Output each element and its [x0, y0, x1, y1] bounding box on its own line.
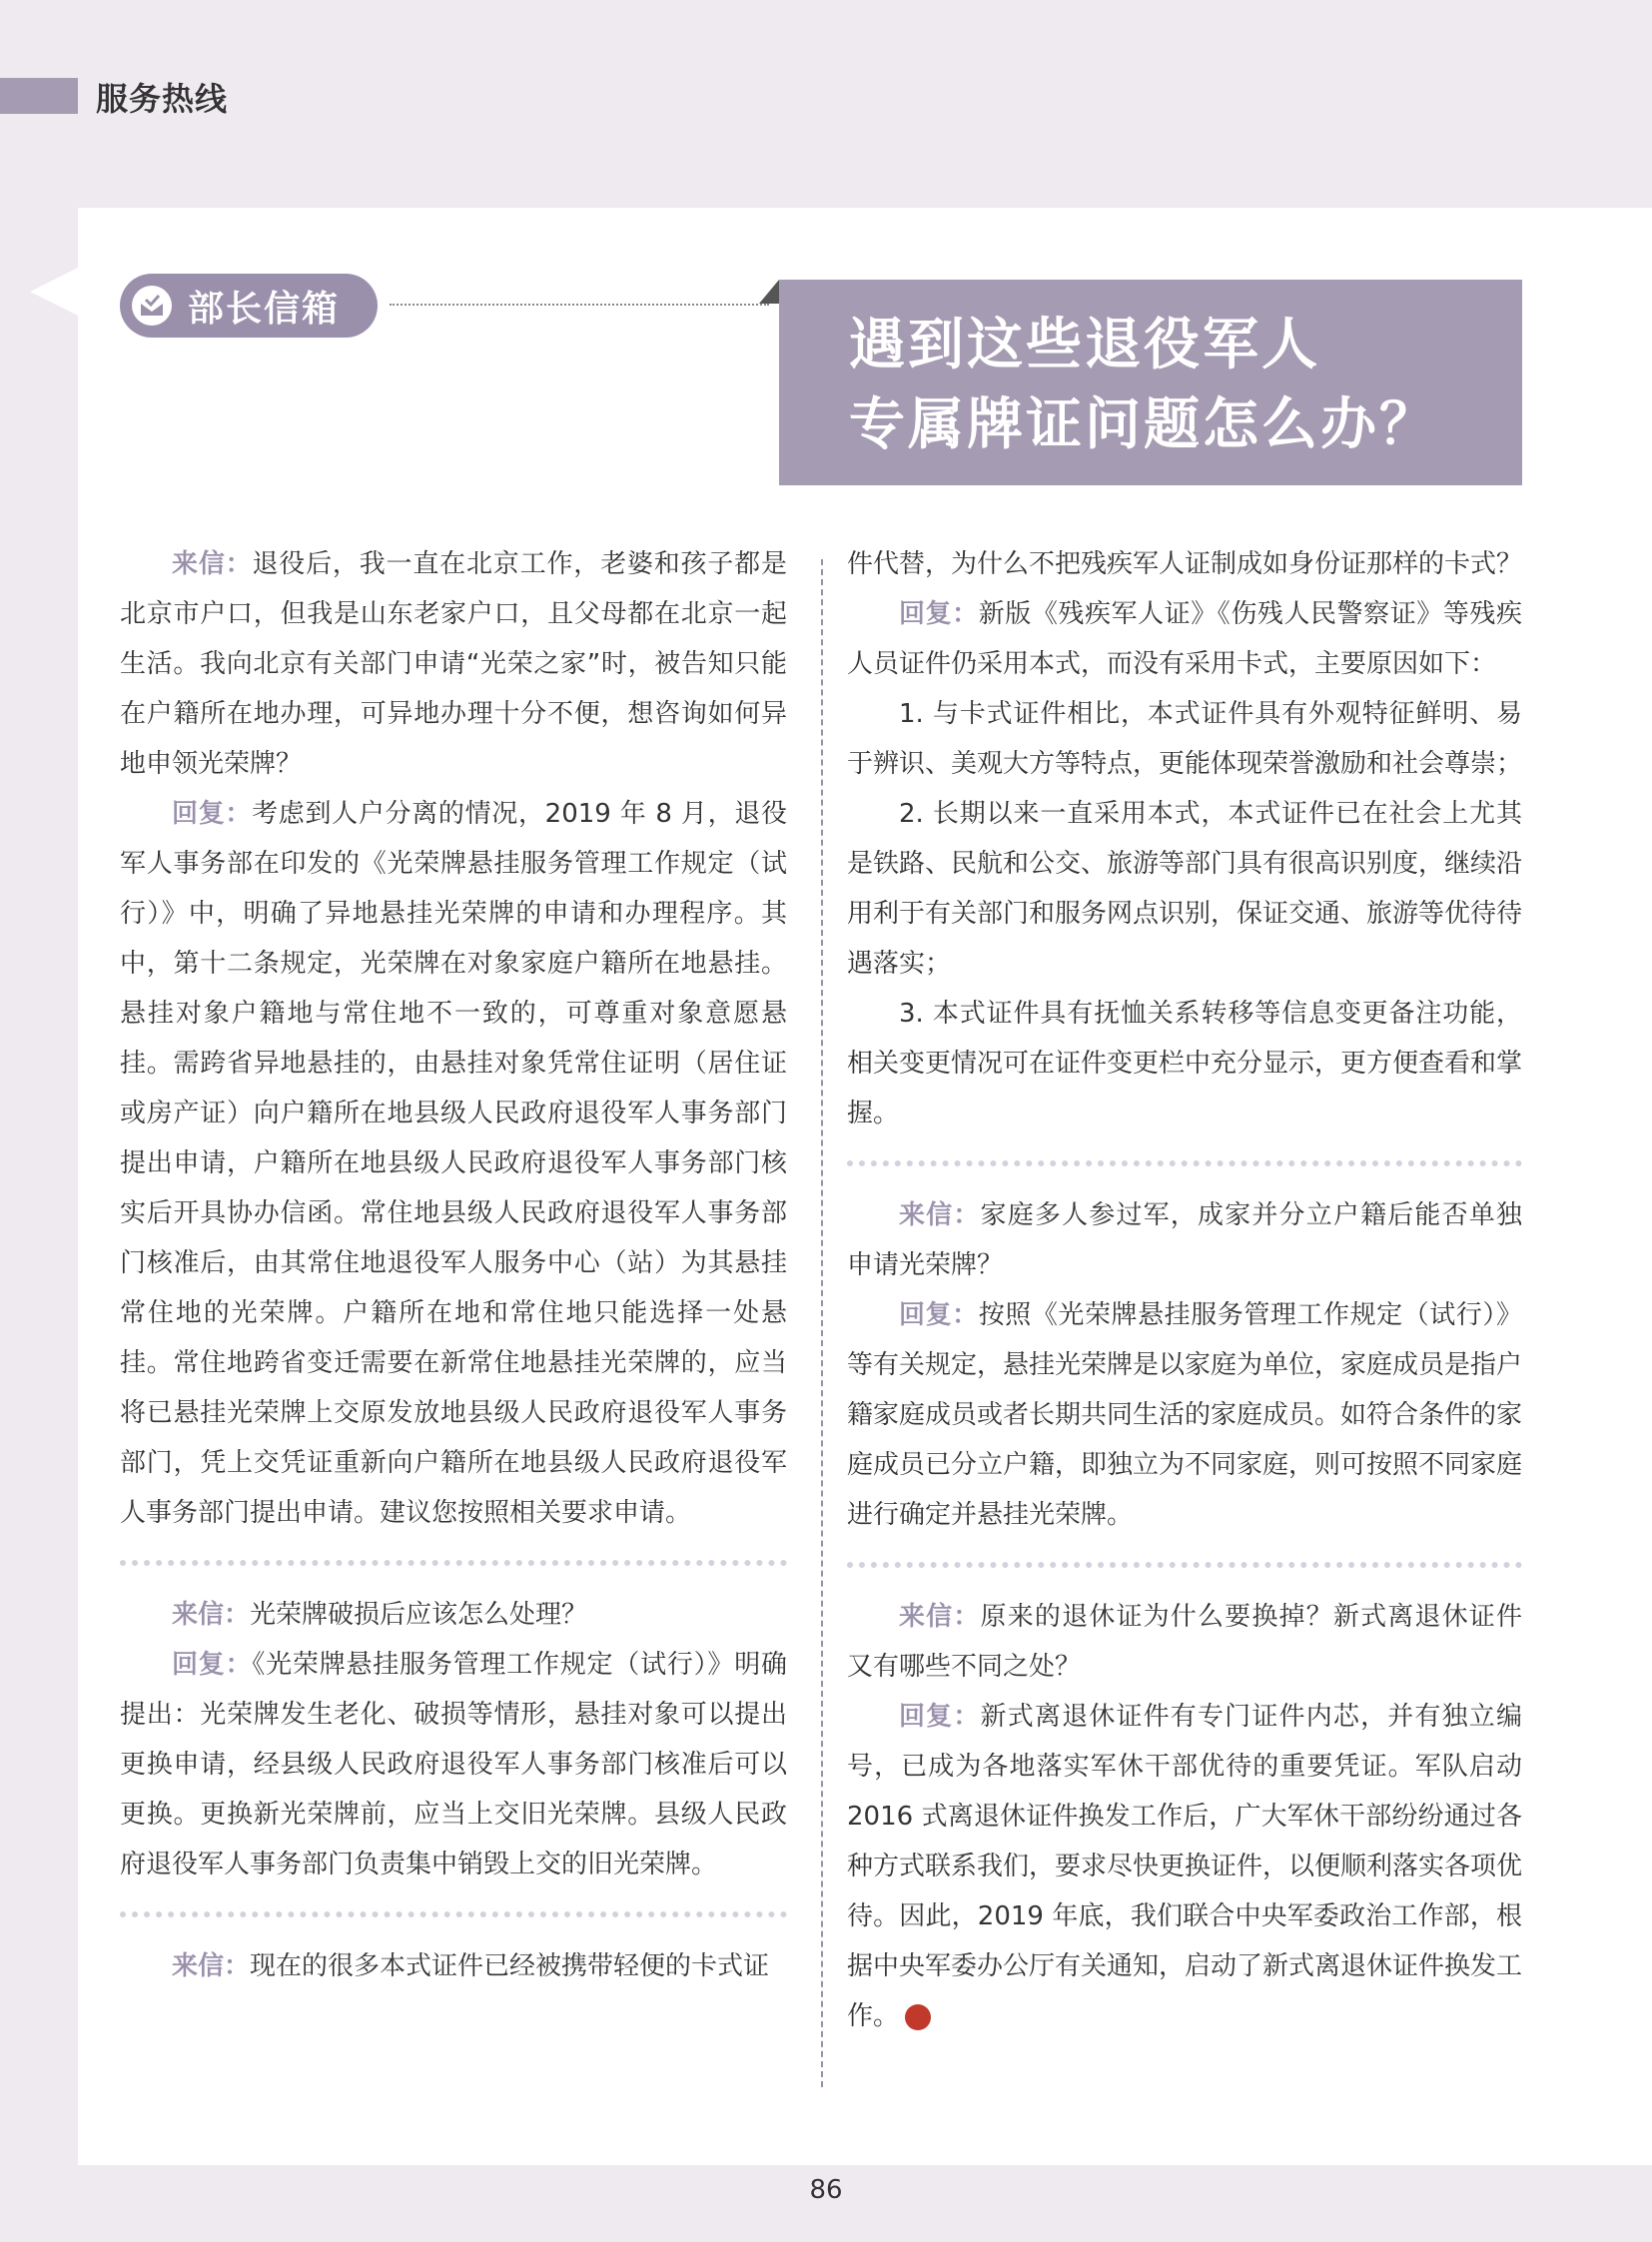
dotted-separator — [120, 1560, 787, 1566]
letter-text: 退役后，我一直在北京工作，老婆和孩子都是北京市户口，但我是山东老家户口，且父母都在北京一起生活。我向北京有关部门申请“光荣之家”时，被告知只能在户籍所在地办理，可异地办理十分不便，想咨询如何异地申领光荣牌？ — [120, 549, 787, 779]
reply-label: 回复： — [899, 1702, 981, 1732]
reply-label: 回复： — [899, 599, 979, 629]
reply-text: 新版《残疾军人证》《伤残人民警察证》等残疾人员证件仍采用本式，而没有采用卡式，主要原因如下： — [847, 599, 1522, 679]
letter-label: 来信： — [172, 549, 253, 579]
qa5-letter — [847, 1592, 1522, 1692]
qa3-point-3: 3. 本式证件具有抚恤关系转移等信息变更备注功能，相关变更情况可在证件变更栏中充分显示，更方便查看和掌握。 — [847, 999, 1523, 1128]
reply-label: 回复： — [172, 799, 253, 829]
qa2-letter — [120, 1590, 787, 1640]
column-tag — [120, 274, 378, 338]
letter-text: 现在的很多本式证件已经被携带轻便的卡式证 — [250, 1951, 770, 1981]
reply-text: 按照《光荣牌悬挂服务管理工作规定（试行）》等有关规定，悬挂光荣牌是以家庭为单位，家庭成员是指户籍家庭成员或者长期共同生活的家庭成员。如符合条件的家庭成员已分立户籍，即独立为不同家庭，则可按照不同家庭进行确定并悬挂光荣牌。 — [847, 1300, 1523, 1530]
envelope-check-icon — [132, 286, 172, 326]
card-notch — [30, 268, 78, 316]
article-title-line-2: 专属牌证问题怎么办？ — [849, 392, 1438, 457]
reply-text: 新式离退休证件有专门证件内芯，并有独立编号，已成为各地落实军休干部优待的重要凭证。军队启动 2016 式离退休证件换发工作后，广大军休干部纷纷通过各种方式联系我们，要求尽快更换证件，以便顺利落实各项优待。因此，2019 年底，我们联合中央军委政治工作部，根据中央军委办公厅有关通知，启动了新式离退休证件换发工作。 — [847, 1702, 1523, 2031]
reply-text: 《光荣牌悬挂服务管理工作规定（试行）》明确提出：光荣牌发生老化、破损等情形，悬挂对象可以提出更换申请，经县级人民政府退役军人事务部门核准后可以更换。更换新光荣牌前，应当上交旧光荣牌。县级人民政府退役军人事务部门负责集中销毁上交的旧光荣牌。 — [120, 1650, 787, 1879]
qa4-letter — [847, 1190, 1522, 1290]
letter-text: 原来的退休证为什么要换掉？新式离退休证件又有哪些不同之处？ — [847, 1602, 1522, 1682]
qa3-letter-continued: 件代替，为什么不把残疾军人证制成如身份证那样的卡式？ — [847, 549, 1523, 579]
qa3-reply — [847, 589, 1522, 689]
section-header: 服务热线 — [96, 80, 229, 118]
qa3-point-1: 1. 与卡式证件相比，本式证件具有外观特征鲜明、易于辨识、美观大方等特点，更能体现荣誉激励和社会尊崇； — [847, 699, 1523, 779]
qa3-letter-start — [120, 1941, 787, 1991]
dotted-separator — [847, 1562, 1522, 1568]
qa3-point-2: 2. 长期以来一直采用本式，本式证件已在社会上尤其是铁路、民航和公交、旅游等部门具有很高识别度，继续沿用利于有关部门和服务网点识别，保证交通、旅游等优待待遇落实； — [847, 799, 1523, 979]
dotted-separator — [120, 1911, 787, 1917]
qa4-reply — [847, 1290, 1522, 1540]
reply-label: 回复： — [899, 1300, 979, 1330]
reply-label: 回复： — [172, 1650, 253, 1680]
qa5-reply — [847, 1692, 1522, 2041]
dotted-separator — [847, 1160, 1522, 1166]
left-column — [120, 539, 787, 1991]
letter-label: 来信： — [172, 1600, 251, 1630]
right-column — [847, 539, 1522, 2041]
page-number: 86 — [809, 2175, 843, 2205]
reply-text: 考虑到人户分离的情况，2019 年 8 月，退役军人事务部在印发的《光荣牌悬挂服务管理工作规定（试行）》中，明确了异地悬挂光荣牌的申请和办理程序。其中，第十二条规定，光荣牌在对象家庭户籍所在地悬挂。悬挂对象户籍地与常住地不一致的，可尊重对象意愿悬挂。需跨省异地悬挂的，由悬挂对象凭常住证明（居住证或房产证）向户籍所在地县级人民政府退役军人事务部门提出申请，户籍所在地县级人民政府退役军人事务部门核实后开具协办信函。常住地县级人民政府退役军人事务部门核准后，由其常住地退役军人服务中心（站）为其悬挂常住地的光荣牌。户籍所在地和常住地只能选择一处悬挂。常住地跨省变迁需要在新常住地悬挂光荣牌的，应当将已悬挂光荣牌上交原发放地县级人民政府退役军人事务部门，凭上交凭证重新向户籍所在地县级人民政府退役军人事务部门提出申请。建议您按照相关要求申请。 — [120, 799, 787, 1528]
letter-text: 家庭多人参过军，成家并分立户籍后能否单独申请光荣牌？ — [847, 1200, 1522, 1280]
letter-label: 来信： — [172, 1951, 251, 1981]
header-accent-bar — [0, 78, 78, 114]
article-title-line-1: 遇到这些退役军人 — [849, 313, 1320, 377]
column-tag-label: 部长信箱 — [188, 288, 341, 330]
letter-label: 来信： — [899, 1602, 981, 1632]
qa1-reply — [120, 789, 787, 1538]
letter-text: 光荣牌破损后应该怎么处理？ — [250, 1600, 588, 1630]
article-title-box — [779, 280, 1522, 485]
title-corner-fold — [759, 280, 779, 304]
letter-label: 来信： — [899, 1200, 981, 1230]
end-mark-icon: V — [905, 2004, 931, 2030]
tag-dotted-connector — [390, 304, 769, 306]
column-divider — [821, 559, 823, 2087]
qa1-letter — [120, 539, 787, 789]
qa2-reply — [120, 1640, 787, 1889]
